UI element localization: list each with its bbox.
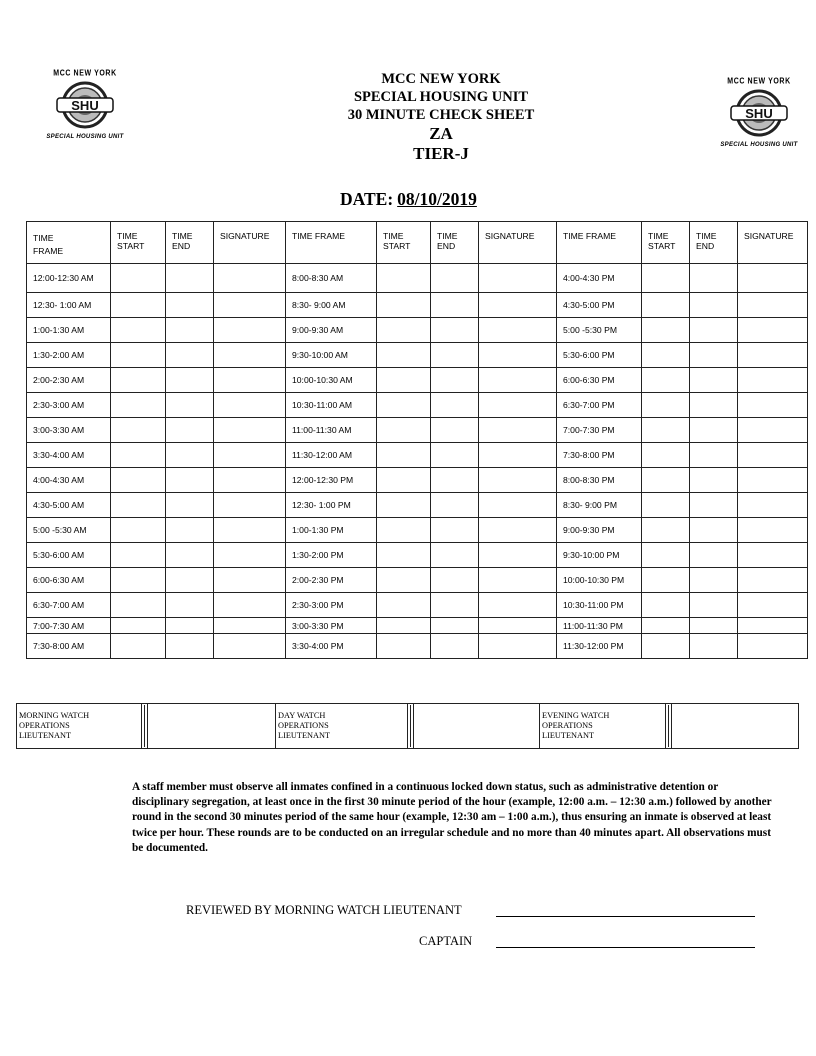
signature-cell[interactable]: [214, 293, 286, 318]
time-start-cell[interactable]: [642, 443, 690, 468]
time-end-cell[interactable]: [166, 368, 214, 393]
signature-cell[interactable]: [479, 468, 557, 493]
time-end-cell[interactable]: [690, 518, 738, 543]
time-start-cell[interactable]: [111, 343, 166, 368]
time-start-cell[interactable]: [377, 393, 431, 418]
signature-cell[interactable]: [479, 618, 557, 634]
time-start-cell[interactable]: [642, 264, 690, 293]
time-end-cell[interactable]: [166, 343, 214, 368]
time-end-cell[interactable]: [431, 518, 479, 543]
signature-cell[interactable]: [738, 343, 808, 368]
time-end-cell[interactable]: [690, 618, 738, 634]
signature-cell[interactable]: [738, 568, 808, 593]
signature-cell[interactable]: [738, 634, 808, 659]
signature-cell[interactable]: [738, 293, 808, 318]
day-watch-label: DAY WATCH OPERATIONS LIEUTENANT: [276, 704, 408, 749]
time-frame-cell: 2:00-2:30 PM: [286, 568, 377, 593]
signature-cell[interactable]: [214, 318, 286, 343]
table-row: [27, 568, 808, 593]
time-start-cell[interactable]: [377, 518, 431, 543]
time-frame-cell: 1:00-1:30 PM: [286, 518, 377, 543]
header-time-frame: TIME FRAME: [557, 222, 642, 264]
signature-cell[interactable]: [214, 634, 286, 659]
time-frame-cell: 5:30-6:00 AM: [27, 543, 111, 568]
time-frame-cell: 2:30-3:00 PM: [286, 593, 377, 618]
signature-cell[interactable]: [214, 568, 286, 593]
time-frame-cell: 8:30- 9:00 PM: [557, 493, 642, 518]
table-row: [27, 618, 808, 634]
time-frame-cell: 2:00-2:30 AM: [27, 368, 111, 393]
signature-cell[interactable]: [214, 443, 286, 468]
signature-cell[interactable]: [738, 368, 808, 393]
time-frame-cell: 3:30-4:00 PM: [286, 634, 377, 659]
time-frame-cell: 8:00-8:30 AM: [286, 264, 377, 293]
header-time-start: TIME START: [377, 222, 431, 264]
signature-cell[interactable]: [479, 393, 557, 418]
time-frame-cell: 12:00-12:30 PM: [286, 468, 377, 493]
time-start-cell[interactable]: [642, 568, 690, 593]
time-end-cell[interactable]: [431, 393, 479, 418]
time-end-cell[interactable]: [166, 518, 214, 543]
heading-unit: SPECIAL HOUSING UNIT: [353, 89, 529, 105]
signature-cell[interactable]: [738, 393, 808, 418]
time-start-cell[interactable]: [111, 318, 166, 343]
time-frame-cell: 6:00-6:30 AM: [27, 568, 111, 593]
signature-cell[interactable]: [738, 518, 808, 543]
signature-cell[interactable]: [479, 568, 557, 593]
time-end-cell[interactable]: [166, 393, 214, 418]
time-start-cell[interactable]: [111, 418, 166, 443]
page-heading: [0, 70, 816, 164]
time-end-cell[interactable]: [166, 618, 214, 634]
time-start-cell[interactable]: [111, 293, 166, 318]
time-end-cell[interactable]: [431, 443, 479, 468]
time-start-cell[interactable]: [111, 518, 166, 543]
time-end-cell[interactable]: [690, 293, 738, 318]
time-end-cell[interactable]: [690, 443, 738, 468]
time-start-cell[interactable]: [642, 293, 690, 318]
signature-cell[interactable]: [738, 418, 808, 443]
time-frame-cell: 6:30-7:00 PM: [557, 393, 642, 418]
time-end-cell[interactable]: [166, 318, 214, 343]
time-frame-cell: 1:30-2:00 PM: [286, 543, 377, 568]
heading-tier: TIER-J: [413, 144, 469, 163]
time-frame-cell: 12:30- 1:00 PM: [286, 493, 377, 518]
time-frame-cell: 9:00-9:30 PM: [557, 518, 642, 543]
time-end-cell[interactable]: [690, 318, 738, 343]
time-start-cell[interactable]: [377, 568, 431, 593]
table-row: [27, 318, 808, 343]
time-frame-cell: 11:00-11:30 AM: [286, 418, 377, 443]
signature-cell[interactable]: [738, 318, 808, 343]
time-start-cell[interactable]: [642, 634, 690, 659]
time-start-cell[interactable]: [377, 443, 431, 468]
captain-label: CAPTAIN: [419, 934, 473, 948]
table-row: [27, 443, 808, 468]
header-time-frame: TIME FRAME: [286, 222, 377, 264]
signature-cell[interactable]: [479, 593, 557, 618]
time-end-cell[interactable]: [166, 493, 214, 518]
time-frame-cell: 7:00-7:30 PM: [557, 418, 642, 443]
signature-cell[interactable]: [738, 264, 808, 293]
table-row: [27, 468, 808, 493]
time-start-cell[interactable]: [377, 418, 431, 443]
time-start-cell[interactable]: [111, 568, 166, 593]
time-start-cell[interactable]: [111, 493, 166, 518]
time-start-cell[interactable]: [377, 343, 431, 368]
time-end-cell[interactable]: [690, 468, 738, 493]
time-frame-cell: 5:00 -5:30 AM: [27, 518, 111, 543]
time-end-cell[interactable]: [431, 634, 479, 659]
header-time-end: TIME END: [166, 222, 214, 264]
table-row: [27, 543, 808, 568]
signature-cell[interactable]: [738, 618, 808, 634]
reviewed-by-signature-line[interactable]: [496, 916, 755, 917]
signature-cell[interactable]: [214, 518, 286, 543]
time-end-cell[interactable]: [431, 543, 479, 568]
time-frame-cell: 6:00-6:30 PM: [557, 368, 642, 393]
time-end-cell[interactable]: [690, 634, 738, 659]
day-watch-signature-cell[interactable]: [414, 704, 540, 749]
time-start-cell[interactable]: [642, 418, 690, 443]
time-frame-cell: 8:00-8:30 PM: [557, 468, 642, 493]
time-start-cell[interactable]: [377, 368, 431, 393]
header-signature: SIGNATURE: [214, 222, 286, 264]
table-header-row: [27, 222, 808, 264]
table-row: [27, 393, 808, 418]
logo-center-text: SHU: [745, 106, 773, 121]
time-frame-cell: 6:30-7:00 AM: [27, 593, 111, 618]
signature-cell[interactable]: [214, 468, 286, 493]
time-start-cell[interactable]: [642, 468, 690, 493]
table-row: [27, 264, 808, 293]
time-frame-cell: 5:00 -5:30 PM: [557, 318, 642, 343]
time-start-cell[interactable]: [377, 493, 431, 518]
time-frame-cell: 3:30-4:00 AM: [27, 443, 111, 468]
time-frame-cell: 11:30-12:00 PM: [557, 634, 642, 659]
time-start-cell[interactable]: [377, 318, 431, 343]
time-frame-cell: 2:30-3:00 AM: [27, 393, 111, 418]
time-frame-cell: 7:00-7:30 AM: [27, 618, 111, 634]
time-end-cell[interactable]: [431, 264, 479, 293]
signature-cell[interactable]: [479, 518, 557, 543]
time-start-cell[interactable]: [111, 264, 166, 293]
morning-watch-signature-cell[interactable]: [148, 704, 276, 749]
check-table: [26, 221, 808, 659]
header-time-end: TIME END: [690, 222, 738, 264]
time-end-cell[interactable]: [690, 418, 738, 443]
table-row: [27, 518, 808, 543]
header-signature: SIGNATURE: [738, 222, 808, 264]
signature-cell[interactable]: [738, 593, 808, 618]
time-start-cell[interactable]: [111, 443, 166, 468]
time-frame-cell: 9:30-10:00 AM: [286, 343, 377, 368]
table-row: [27, 634, 808, 659]
signature-cell[interactable]: [738, 443, 808, 468]
signature-cell[interactable]: [214, 493, 286, 518]
time-end-cell[interactable]: [166, 418, 214, 443]
time-end-cell[interactable]: [690, 593, 738, 618]
table-row: [27, 593, 808, 618]
time-start-cell[interactable]: [377, 634, 431, 659]
policy-text: A staff member must observe all inmates confined in a continuous locked down status, such as administrative detention or disciplinary segregation, at least once in the first 30 minute period of the hour (example, 12:00 a.m. – 12:30 a.m.) followed by another round in the second 30 minutes period of the same hour (example, 12:30 am – 1:00 a.m.), thus ensuring an inmate is observed at least twice per hour. These rounds are to be conducted on an irregular schedule and no more than 40 minutes apart. All observations must be documented.: [132, 781, 772, 854]
signature-cell[interactable]: [214, 593, 286, 618]
signature-cell[interactable]: [479, 264, 557, 293]
time-frame-cell: 7:30-8:00 AM: [27, 634, 111, 659]
evening-watch-signature-cell[interactable]: [672, 704, 799, 749]
time-start-cell[interactable]: [111, 618, 166, 634]
table-row: [27, 343, 808, 368]
date-line: [340, 189, 477, 210]
time-end-cell[interactable]: [166, 468, 214, 493]
heading-range: ZA: [429, 124, 453, 143]
reviewed-by-label: REVIEWED BY MORNING WATCH LIEUTENANT: [186, 903, 462, 917]
time-end-cell[interactable]: [431, 493, 479, 518]
table-row: [27, 493, 808, 518]
logo-center-text: SHU: [71, 98, 99, 113]
time-frame-cell: 4:30-5:00 PM: [557, 293, 642, 318]
signature-cell[interactable]: [738, 468, 808, 493]
time-end-cell[interactable]: [166, 568, 214, 593]
signature-cell[interactable]: [479, 293, 557, 318]
time-start-cell[interactable]: [377, 468, 431, 493]
time-frame-cell: 7:30-8:00 PM: [557, 443, 642, 468]
time-frame-cell: 5:30-6:00 PM: [557, 343, 642, 368]
time-end-cell[interactable]: [166, 264, 214, 293]
signature-cell[interactable]: [214, 343, 286, 368]
time-frame-cell: 10:30-11:00 PM: [557, 593, 642, 618]
date-value: 08/10/2019: [397, 189, 477, 209]
time-frame-cell: 1:00-1:30 AM: [27, 318, 111, 343]
header-time-start: TIME START: [642, 222, 690, 264]
time-start-cell[interactable]: [377, 618, 431, 634]
time-frame-cell: 10:30-11:00 AM: [286, 393, 377, 418]
signature-cell[interactable]: [479, 418, 557, 443]
time-end-cell[interactable]: [690, 368, 738, 393]
time-start-cell[interactable]: [111, 368, 166, 393]
time-start-cell[interactable]: [642, 543, 690, 568]
time-end-cell[interactable]: [431, 418, 479, 443]
time-frame-cell: 3:00-3:30 PM: [286, 618, 377, 634]
header-time-start: TIME START: [111, 222, 166, 264]
time-start-cell[interactable]: [642, 493, 690, 518]
time-end-cell[interactable]: [166, 634, 214, 659]
time-end-cell[interactable]: [431, 293, 479, 318]
time-end-cell[interactable]: [431, 468, 479, 493]
time-end-cell[interactable]: [431, 593, 479, 618]
time-frame-cell: 4:00-4:30 AM: [27, 468, 111, 493]
time-end-cell[interactable]: [166, 593, 214, 618]
time-start-cell[interactable]: [377, 293, 431, 318]
signature-cell[interactable]: [479, 543, 557, 568]
time-end-cell[interactable]: [166, 293, 214, 318]
time-frame-cell: 10:00-10:30 AM: [286, 368, 377, 393]
table-row: [27, 368, 808, 393]
time-frame-cell: 3:00-3:30 AM: [27, 418, 111, 443]
time-end-cell[interactable]: [431, 618, 479, 634]
signature-cell[interactable]: [214, 543, 286, 568]
time-end-cell[interactable]: [690, 393, 738, 418]
time-end-cell[interactable]: [166, 443, 214, 468]
time-start-cell[interactable]: [642, 368, 690, 393]
signature-cell[interactable]: [214, 618, 286, 634]
time-frame-cell: 8:30- 9:00 AM: [286, 293, 377, 318]
time-frame-cell: 4:30-5:00 AM: [27, 493, 111, 518]
time-start-cell[interactable]: [642, 318, 690, 343]
signature-cell[interactable]: [738, 493, 808, 518]
time-start-cell[interactable]: [111, 593, 166, 618]
table-row: [27, 293, 808, 318]
time-start-cell[interactable]: [377, 593, 431, 618]
signature-cell[interactable]: [479, 443, 557, 468]
signature-cell[interactable]: [479, 368, 557, 393]
signature-cell[interactable]: [214, 418, 286, 443]
time-start-cell[interactable]: [642, 393, 690, 418]
time-end-cell[interactable]: [431, 368, 479, 393]
time-end-cell[interactable]: [431, 568, 479, 593]
time-frame-cell: 4:00-4:30 PM: [557, 264, 642, 293]
time-start-cell[interactable]: [642, 593, 690, 618]
time-frame-cell: 9:00-9:30 AM: [286, 318, 377, 343]
time-end-cell[interactable]: [690, 264, 738, 293]
header-time-end: TIME END: [431, 222, 479, 264]
signature-cell[interactable]: [214, 264, 286, 293]
signature-cell[interactable]: [479, 318, 557, 343]
signature-cell[interactable]: [738, 543, 808, 568]
time-frame-cell: 9:30-10:00 PM: [557, 543, 642, 568]
time-start-cell[interactable]: [377, 543, 431, 568]
morning-watch-label: MORNING WATCH OPERATIONS LIEUTENANT: [17, 704, 142, 749]
watch-signoff-table: [16, 703, 799, 749]
time-start-cell[interactable]: [111, 468, 166, 493]
time-start-cell[interactable]: [111, 634, 166, 659]
logo-top-text: MCC NEW YORK: [53, 69, 117, 78]
header-signature: SIGNATURE: [479, 222, 557, 264]
signature-cell[interactable]: [479, 343, 557, 368]
time-end-cell[interactable]: [431, 318, 479, 343]
date-label: DATE:: [340, 189, 394, 209]
time-start-cell[interactable]: [111, 393, 166, 418]
time-end-cell[interactable]: [690, 493, 738, 518]
table-row: [27, 418, 808, 443]
time-start-cell[interactable]: [642, 518, 690, 543]
heading-facility: MCC NEW YORK: [381, 71, 501, 87]
signature-cell[interactable]: [479, 493, 557, 518]
watch-row: [17, 704, 799, 749]
time-start-cell[interactable]: [642, 618, 690, 634]
time-frame-cell: 11:30-12:00 AM: [286, 443, 377, 468]
captain-signature-line[interactable]: [496, 947, 755, 948]
header-time-frame: TIME FRAME: [27, 222, 111, 264]
time-start-cell[interactable]: [377, 264, 431, 293]
time-start-cell[interactable]: [642, 343, 690, 368]
time-end-cell[interactable]: [431, 343, 479, 368]
time-frame-cell: 12:30- 1:00 AM: [27, 293, 111, 318]
signature-cell[interactable]: [214, 368, 286, 393]
signature-cell[interactable]: [214, 393, 286, 418]
logo-bottom-text: SPECIAL HOUSING UNIT: [720, 142, 798, 148]
time-end-cell[interactable]: [690, 568, 738, 593]
time-end-cell[interactable]: [690, 543, 738, 568]
time-end-cell[interactable]: [690, 343, 738, 368]
logo-top-text: MCC NEW YORK: [727, 77, 791, 86]
logo-bottom-text: SPECIAL HOUSING UNIT: [46, 134, 124, 140]
time-frame-cell: 12:00-12:30 AM: [27, 264, 111, 293]
time-end-cell[interactable]: [166, 543, 214, 568]
time-frame-cell: 1:30-2:00 AM: [27, 343, 111, 368]
time-frame-cell: 10:00-10:30 PM: [557, 568, 642, 593]
evening-watch-label: EVENING WATCH OPERATIONS LIEUTENANT: [540, 704, 666, 749]
time-start-cell[interactable]: [111, 543, 166, 568]
heading-sheet-title: 30 MINUTE CHECK SHEET: [347, 107, 535, 123]
time-frame-cell: 11:00-11:30 PM: [557, 618, 642, 634]
signature-cell[interactable]: [479, 634, 557, 659]
